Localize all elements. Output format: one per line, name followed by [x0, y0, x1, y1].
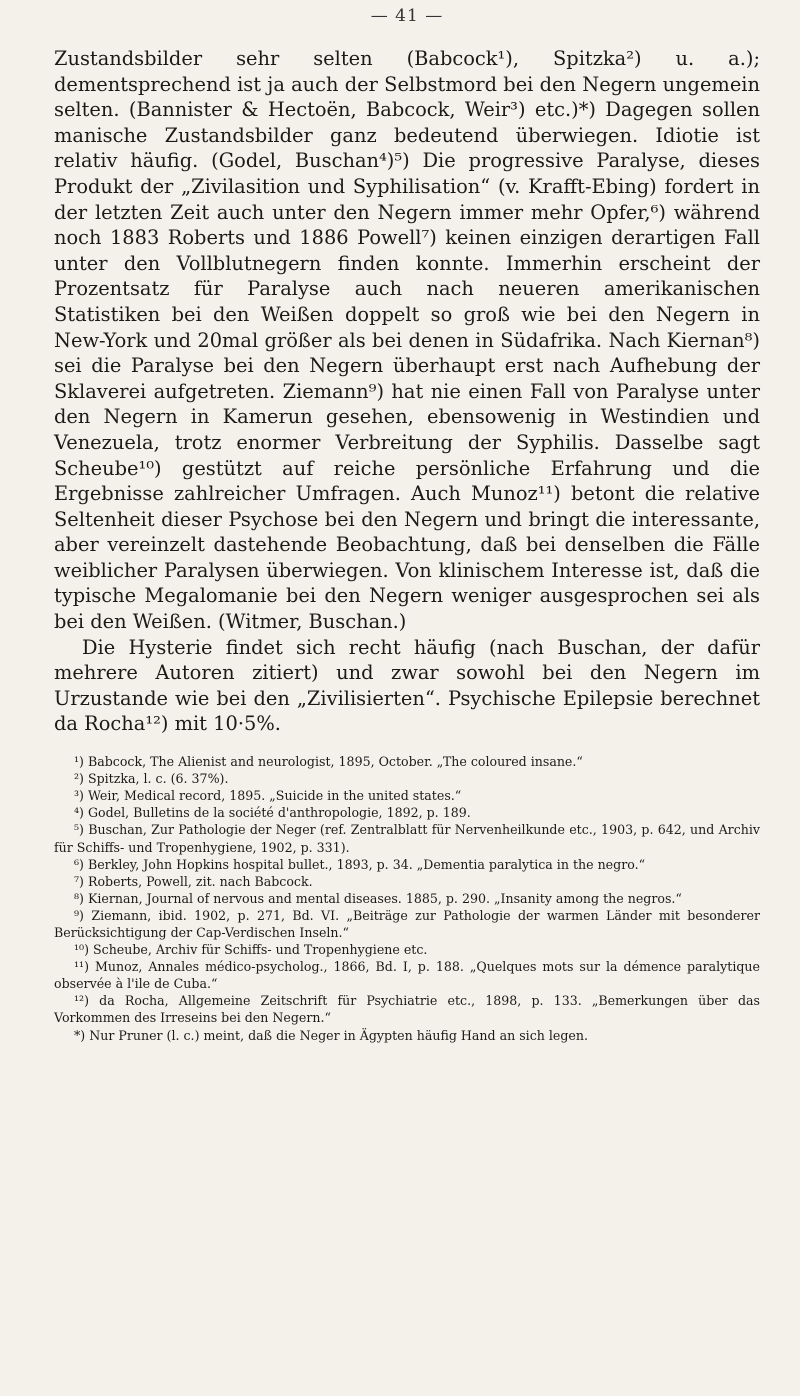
footnote-2: ²) Spitzka, l. c. (6. 37%).: [74, 771, 229, 787]
footnote-6: ⁶) Berkley, John Hopkins hospital bullet., 1893, p. 34. „Dementia paralytica in the negro.“: [74, 856, 646, 872]
book-page: [54, 6, 760, 1044]
footnote-10: ¹⁰) Scheube, Archiv für Schiffs- und Tropenhygiene etc.: [74, 942, 428, 958]
footnote-9: ⁹) Ziemann, ibid. 1902, p. 271, Bd. VI. „Beiträge zur Pathologie der warmen Länder mit besonderer Berücksichtigung der Cap-Verdischen Inseln.“: [54, 907, 760, 940]
footnote-12: ¹²) da Rocha, Allgemeine Zeitschrift für Psychiatrie etc., 1898, p. 133. „Bemerkungen über das Vorkommen des Irreseins bei den Negern.“: [54, 993, 760, 1026]
footnote-8: ⁸) Kiernan, Journal of nervous and mental diseases. 1885, p. 290. „Insanity among the negros.“: [74, 890, 682, 906]
footnote-7: ⁷) Roberts, Powell, zit. nach Babcock.: [74, 873, 313, 889]
footnote-11: ¹¹) Munoz, Annales médico-psycholog., 1866, Bd. I, p. 188. „Quelques mots sur la démence paralytique observée à l'ile de Cuba.“: [54, 959, 760, 992]
footnote-3: ³) Weir, Medical record, 1895. „Suicide in the united states.“: [74, 788, 462, 804]
paragraph-hysteria: Die Hysterie findet sich recht häufig (nach Buschan, der dafür mehrere Autoren zitiert) und zwar sowohl bei den Negern im Urzustande wie bei den „Zivilisierten“. Psychische Epilepsie berechnet da Rocha¹²) mit 10·5%.: [54, 635, 760, 736]
footnote-1: ¹) Babcock, The Alienist and neurologist, 1895, October. „The coloured insane.“: [74, 754, 583, 770]
body-text: [54, 46, 760, 737]
footnote-asterisk: *) Nur Pruner (l. c.) meint, daß die Neger in Ägypten häufig Hand an sich legen.: [74, 1027, 588, 1043]
footnotes: [54, 753, 760, 1044]
page-number: — 41 —: [370, 6, 444, 26]
footnote-5: ⁵) Buschan, Zur Pathologie der Neger (ref. Zentralblatt für Nervenheilkunde etc., 1903, p. 642, und Archiv für Schiffs- und Tropenhygiene, 1902, p. 331).: [54, 822, 760, 855]
paragraph-paralysis: Zustandsbilder sehr selten (Babcock¹), Spitzka²) u. a.); dementsprechend ist ja auch der Selbstmord bei den Negern ungemein selten. (Bannister & Hectoën, Babcock, Weir³) etc.)*) Dagegen sollen manische Zustandsbilder ganz bedeutend überwiegen. Idiotie ist relativ häufig. (Godel, Buschan⁴)⁵) Die progressive Paralyse, dieses Produkt der „Zivilasition und Syphilisation“ (v. Krafft-Ebing) fordert in der letzten Zeit auch unter den Negern immer mehr Opfer,⁶) während noch 1883 Roberts und 1886 Powell⁷) keinen einzigen derartigen Fall unter den Vollblutnegern finden konnte. Immerhin erscheint der Prozentsatz für Paralyse auch nach neueren amerikanischen Statistiken bei den Weißen doppelt so groß wie bei den Negern in New-York und 20mal größer als bei denen in Südafrika. Nach Kiernan⁸) sei die Paralyse bei den Negern überhaupt erst nach Aufhebung der Sklaverei aufgetreten. Ziemann⁹) hat nie einen Fall von Paralyse unter den Negern in Kamerun gesehen, ebensowenig in Westindien und Venezuela, trotz enormer Verbreitung der Syphilis. Dasselbe sagt Scheube¹⁰) gestützt auf reiche persönliche Erfahrung und die Ergebnisse zahlreicher Umfragen. Auch Munoz¹¹) betont die relative Seltenheit dieser Psychose bei den Negern und bringt die interessante, aber vereinzelt dastehende Beobachtung, daß bei denselben die Fälle weiblicher Paralysen überwiegen. Von klinischem Interesse ist, daß die typische Megalomanie bei den Negern weniger ausgesprochen sei als bei den Weißen. (Witmer, Buschan.): [54, 47, 760, 634]
footnote-4: ⁴) Godel, Bulletins de la société d'anthropologie, 1892, p. 189.: [74, 805, 471, 821]
